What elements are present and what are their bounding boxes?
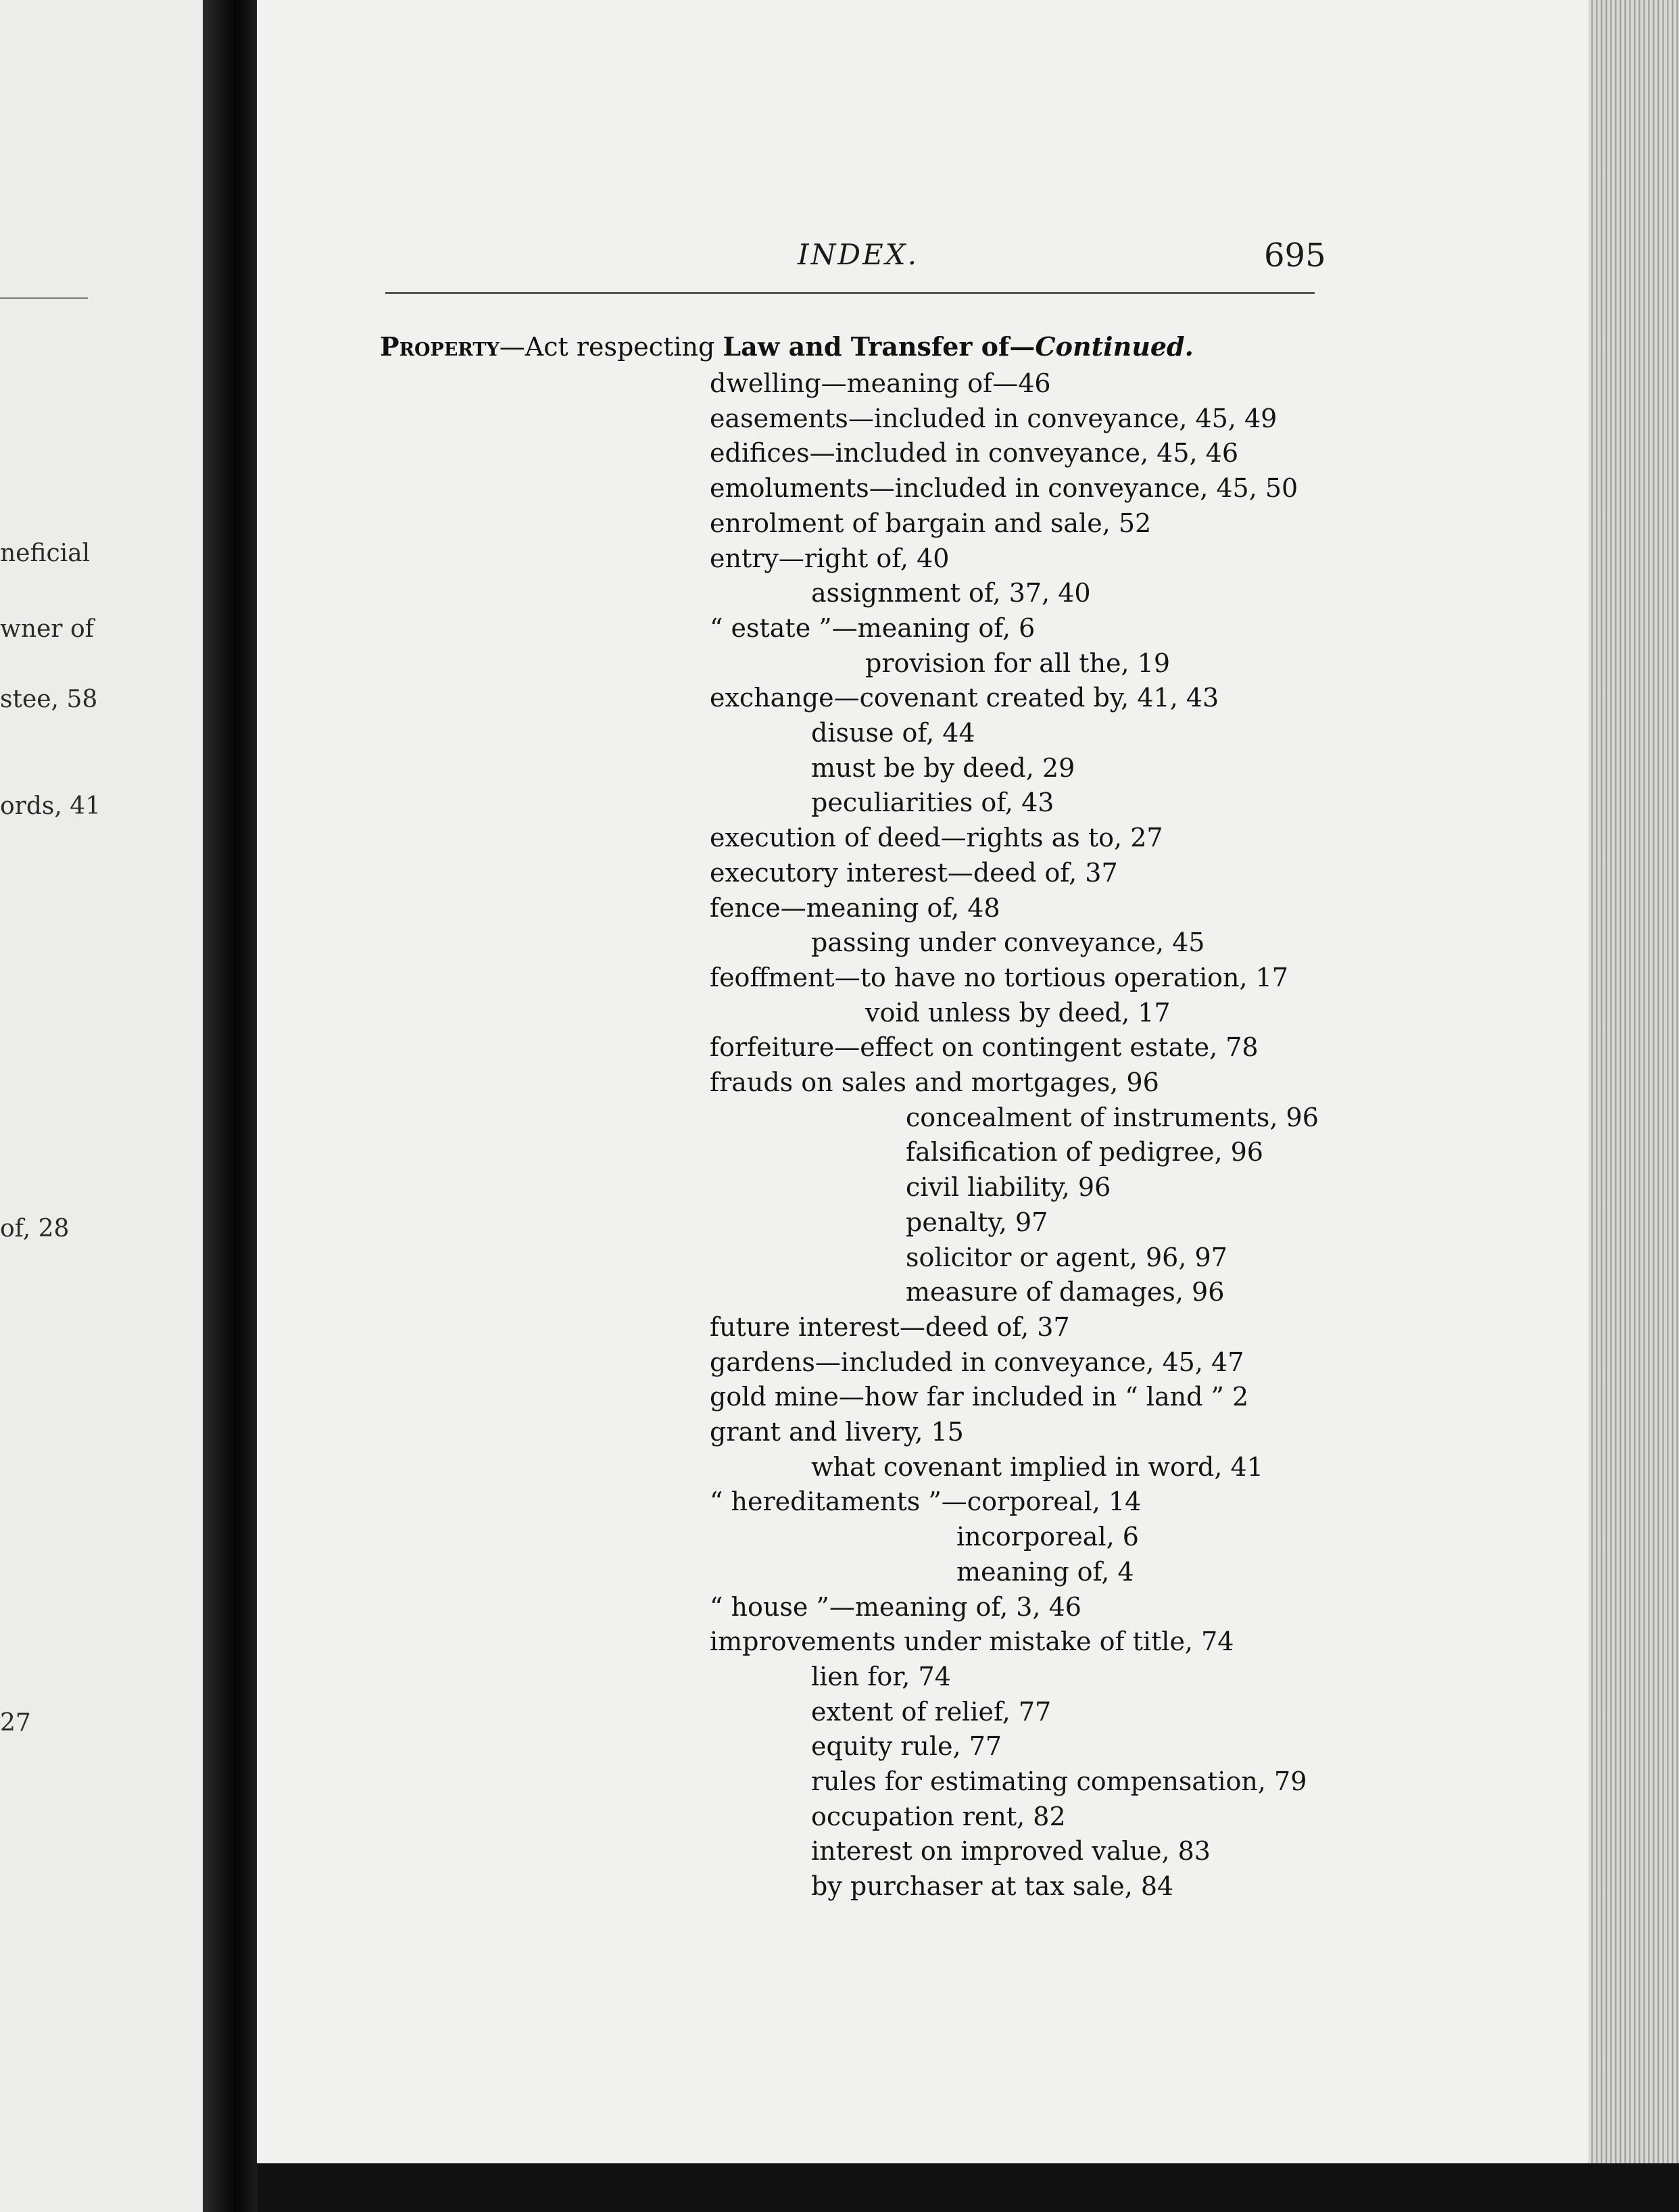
index-entry: improvements under mistake of title, 74 xyxy=(710,1627,1234,1656)
heading-subject: Property xyxy=(380,331,500,362)
index-entry: future interest—deed of, 37 xyxy=(710,1312,1070,1342)
index-entry: “ house ”—meaning of, 3, 46 xyxy=(710,1592,1081,1622)
index-entry: gardens—included in conveyance, 45, 47 xyxy=(710,1347,1244,1377)
index-entry: entry—right of, 40 xyxy=(710,544,950,573)
index-entry: falsification of pedigree, 96 xyxy=(906,1137,1263,1167)
index-entry: rules for estimating compensation, 79 xyxy=(811,1766,1307,1796)
heading-continued: Continued. xyxy=(1035,331,1194,362)
index-entry: “ estate ”—meaning of, 6 xyxy=(710,613,1036,643)
left-fragment: stee, 58 xyxy=(0,686,98,713)
index-entry: interest on improved value, 83 xyxy=(811,1836,1211,1866)
index-entry: “ hereditaments ”—corporeal, 14 xyxy=(710,1487,1142,1516)
left-fragment: 27 xyxy=(0,1709,31,1737)
index-entry: peculiarities of, 43 xyxy=(811,788,1054,817)
index-entry: passing under conveyance, 45 xyxy=(811,928,1205,957)
index-entry: incorporeal, 6 xyxy=(956,1522,1139,1552)
heading-connector: —Act respecting xyxy=(499,332,715,362)
index-entry: civil liability, 96 xyxy=(906,1172,1111,1202)
left-fragment: of, 28 xyxy=(0,1215,70,1243)
index-heading xyxy=(380,331,1194,362)
index-entry: executory interest—deed of, 37 xyxy=(710,858,1118,888)
page-number: 695 xyxy=(1264,237,1326,274)
index-entry: provision for all the, 19 xyxy=(865,648,1171,678)
index-entry: exchange—covenant created by, 41, 43 xyxy=(710,683,1219,713)
index-entry: must be by deed, 29 xyxy=(811,753,1075,783)
index-entry: forfeiture—effect on contingent estate, 78 xyxy=(710,1032,1259,1062)
index-entry: solicitor or agent, 96, 97 xyxy=(906,1243,1227,1272)
index-entry: enrolment of bargain and sale, 52 xyxy=(710,508,1152,538)
index-entry: meaning of, 4 xyxy=(956,1557,1134,1587)
index-entry: penalty, 97 xyxy=(906,1207,1048,1237)
index-entry: feoffment—to have no tortious operation, 17 xyxy=(710,963,1288,992)
index-entry: extent of relief, 77 xyxy=(811,1697,1052,1727)
index-entry: fence—meaning of, 48 xyxy=(710,893,1000,923)
bottom-shadow xyxy=(257,2163,1679,2212)
index-entry: lien for, 74 xyxy=(811,1662,951,1691)
index-entry: emoluments—included in conveyance, 45, 50 xyxy=(710,473,1298,503)
book-gutter xyxy=(203,0,257,2212)
index-entry: gold mine—how far included in “ land ” 2 xyxy=(710,1382,1249,1412)
index-entry: measure of damages, 96 xyxy=(906,1277,1225,1307)
index-entry: grant and livery, 15 xyxy=(710,1417,964,1447)
index-entry: frauds on sales and mortgages, 96 xyxy=(710,1067,1159,1097)
left-fragment: wner of xyxy=(0,615,94,643)
left-page-rule xyxy=(0,297,88,299)
heading-title: Law and Transfer of— xyxy=(723,331,1036,362)
index-entry: dwelling—meaning of—46 xyxy=(710,368,1051,398)
running-head: INDEX. xyxy=(798,238,919,271)
index-entry: disuse of, 44 xyxy=(811,718,975,748)
left-fragment: neficial xyxy=(0,539,91,567)
index-entry: easements—included in conveyance, 45, 49 xyxy=(710,404,1278,433)
left-page xyxy=(0,0,203,2212)
index-entry: edifices—included in conveyance, 45, 46 xyxy=(710,438,1239,468)
index-entry: equity rule, 77 xyxy=(811,1731,1002,1761)
index-entry: occupation rent, 82 xyxy=(811,1802,1066,1831)
header-rule xyxy=(385,292,1315,294)
index-entry: what covenant implied in word, 41 xyxy=(811,1452,1263,1482)
index-entry: execution of deed—rights as to, 27 xyxy=(710,823,1163,852)
index-entry: concealment of instruments, 96 xyxy=(906,1103,1319,1132)
left-fragment: ords, 41 xyxy=(0,792,101,820)
index-entry: assignment of, 37, 40 xyxy=(811,578,1091,608)
index-entry: by purchaser at tax sale, 84 xyxy=(811,1871,1174,1901)
index-entry: void unless by deed, 17 xyxy=(865,998,1171,1028)
page-edges xyxy=(1588,0,1679,2212)
